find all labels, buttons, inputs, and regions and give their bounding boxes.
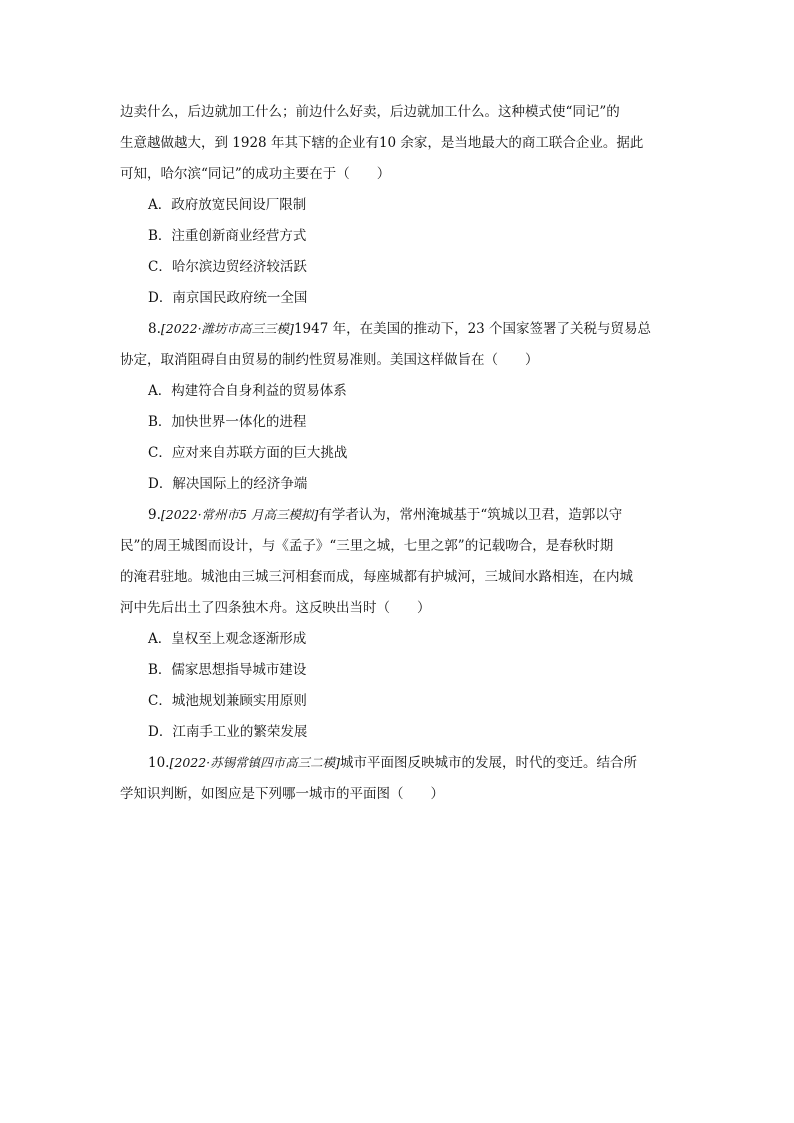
q8-stem-line-1	[148, 319, 651, 339]
q8-option-b: B．加快世界一体化的进程	[148, 414, 307, 430]
q8-number: 8.	[148, 321, 161, 337]
q8-stem-line-2: 协定，取消阻碍自由贸易的制约性贸易准则。美国这样做旨在（ ）	[120, 352, 539, 368]
q10-number: 10.	[148, 755, 170, 771]
q7-option-b: B．注重创新商业经营方式	[148, 228, 307, 244]
q10-stem-line-2: 学知识判断，如图应是下列哪一城市的平面图（ ）	[120, 786, 444, 802]
q8-option-a: A．构建符合自身利益的贸易体系	[148, 383, 347, 399]
q9-stem-line-2: 民”的周王城图而设计，与《孟子》“三里之城，七里之郭”的记载吻合，是春秋时期	[120, 538, 614, 554]
q8-source: [2022·潍坊市高三三模]	[160, 321, 294, 336]
q9-number: 9.	[148, 507, 161, 523]
q9-stem-line-4: 河中先后出土了四条独木舟。这反映出当时（ ）	[120, 600, 431, 616]
q9-option-a: A．皇权至上观念逐渐形成	[148, 631, 307, 647]
q9-stem-text: 有学者认为，常州淹城基于“筑城以卫君，造郭以守	[318, 507, 623, 523]
q7-stem-line-1: 边卖什么，后边就加工什么；前边什么好卖，后边就加工什么。这种模式使“同记”的	[120, 104, 620, 120]
q9-option-b: B．儒家思想指导城市建设	[148, 662, 307, 678]
q8-stem-text: 1947 年，在美国的推动下，23 个国家签署了关税与贸易总	[293, 321, 652, 337]
q10-source: [2022·苏锡常镇四市高三二模]	[169, 755, 341, 770]
q9-option-d: D．江南手工业的繁荣发展	[148, 724, 308, 740]
q9-source: [2022·常州市5 月高三模拟]	[160, 507, 319, 522]
q10-stem-text: 城市平面图反映城市的发展，时代的变迁。结合所	[340, 755, 638, 771]
q8-option-c: C．应对来自苏联方面的巨大挑战	[148, 445, 348, 461]
q9-option-c: C．城池规划兼顾实用原则	[148, 693, 307, 709]
q9-stem-line-3: 的淹君驻地。城池由三城三河相套而成，每座城都有护城河，三城间水路相连，在内城	[120, 569, 633, 585]
q7-stem-line-2: 生意越做越大，到 1928 年其下辖的企业有10 余家，是当地最大的商工联合企业。据此	[120, 135, 644, 151]
q8-option-d: D．解决国际上的经济争端	[148, 476, 308, 492]
q9-stem-line-1	[148, 505, 622, 525]
q7-option-d: D．南京国民政府统一全国	[148, 290, 308, 306]
q7-option-a: A．政府放宽民间设厂限制	[148, 197, 307, 213]
q10-stem-line-1	[148, 753, 637, 773]
q7-option-c: C．哈尔滨边贸经济较活跃	[148, 259, 307, 275]
q7-stem-line-3: 可知，哈尔滨“同记”的成功主要在于（ ）	[120, 166, 391, 182]
